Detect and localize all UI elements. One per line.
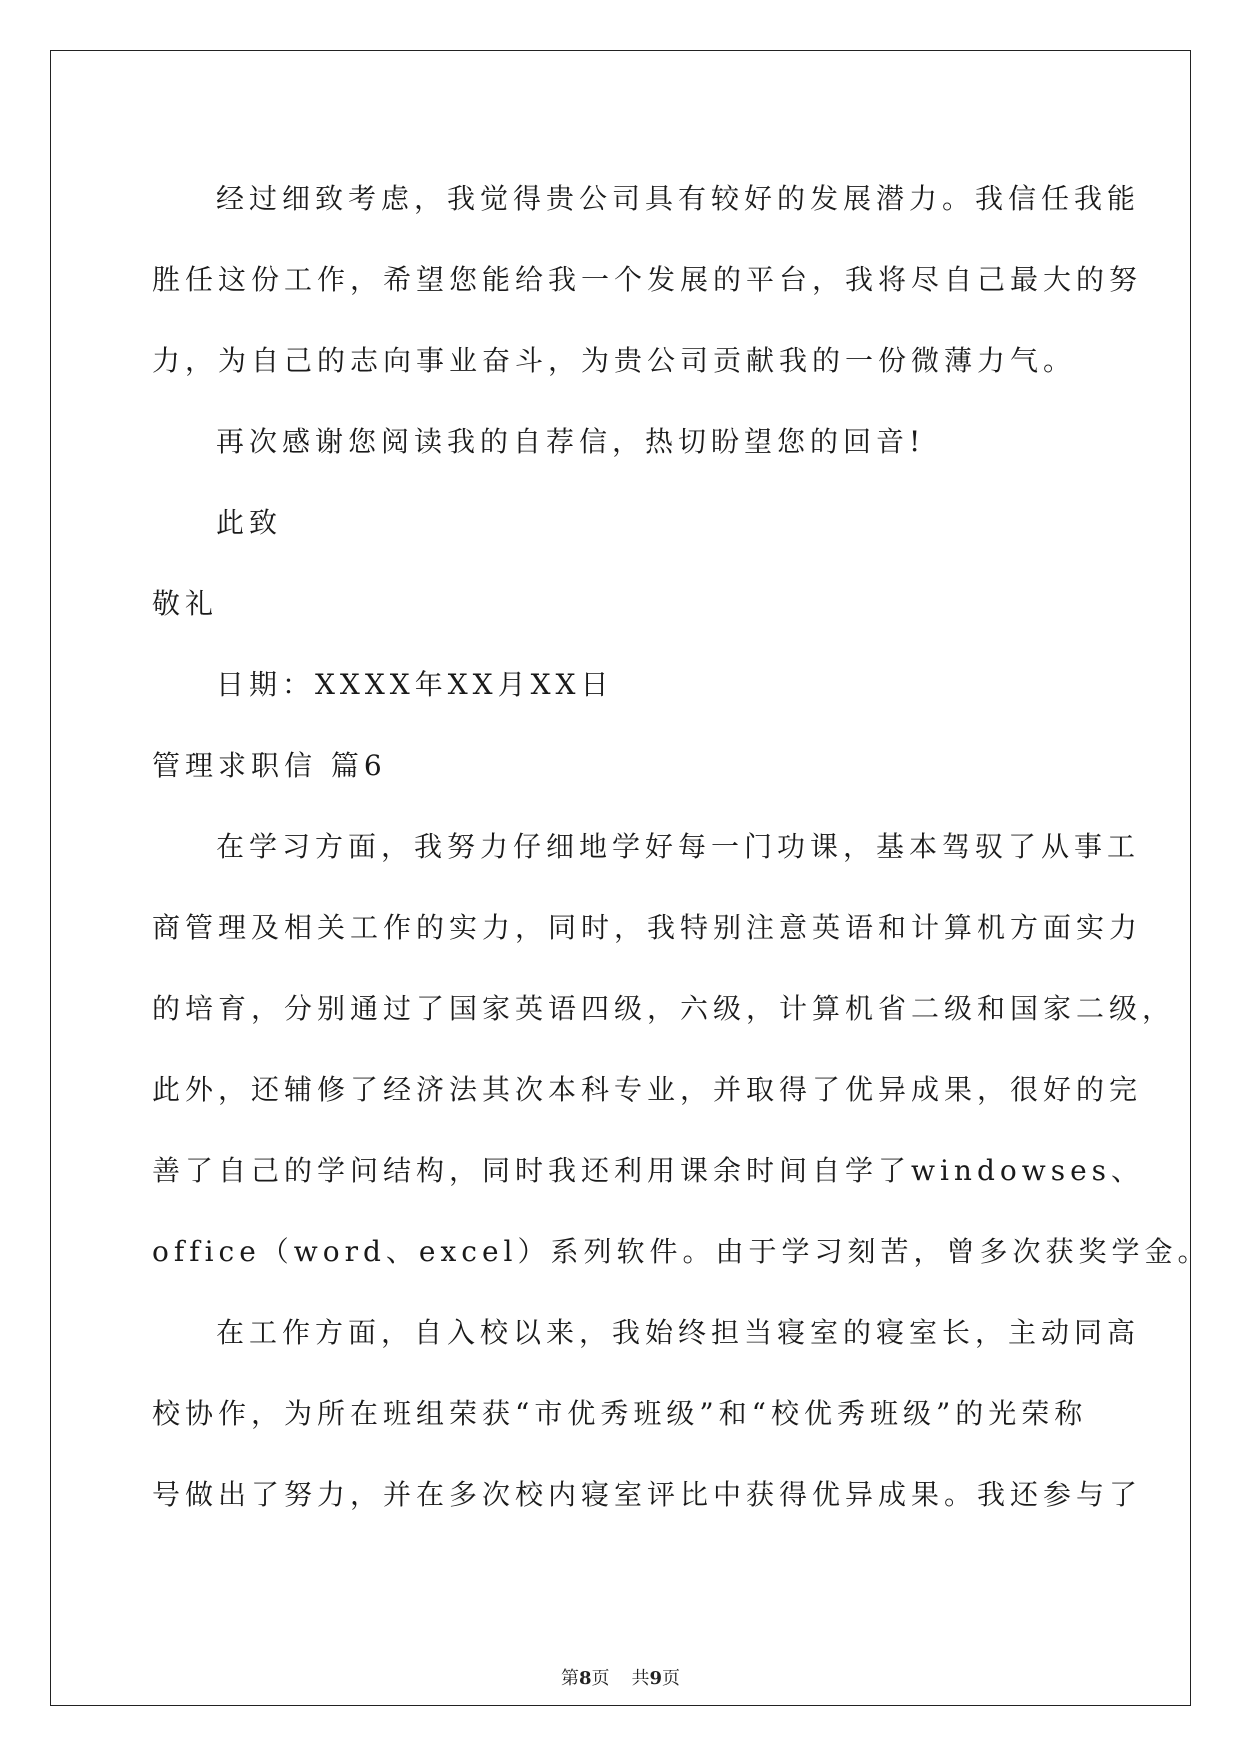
paragraph-line: 再次感谢您阅读我的自荐信，热切盼望您的回音! bbox=[216, 425, 926, 458]
section-heading: 管理求职信 篇6 bbox=[152, 749, 387, 782]
document-body bbox=[152, 158, 1211, 1535]
closing-line: 敬礼 bbox=[152, 587, 219, 620]
current-page-number: 8 bbox=[578, 1668, 592, 1689]
paragraph-line: 校协作，为所在班组荣获“市优秀班级”和“校优秀班级”的光荣称 bbox=[152, 1397, 1088, 1430]
footer-total-prefix: 共 bbox=[631, 1668, 650, 1689]
paragraph-line: 胜任这份工作，希望您能给我一个发展的平台，我将尽自己最大的努 bbox=[152, 263, 1143, 296]
paragraph-line: office（word、excel）系列软件。由于学习刻苦，曾多次获奖学金。 bbox=[152, 1235, 1211, 1268]
footer-prefix: 第 bbox=[560, 1668, 579, 1689]
paragraph-line: 此外，还辅修了经济法其次本科专业，并取得了优异成果，很好的完 bbox=[152, 1073, 1143, 1106]
total-pages-number: 9 bbox=[649, 1668, 663, 1689]
paragraph-line: 在工作方面，自入校以来，我始终担当寝室的寝室长，主动同高 bbox=[216, 1316, 1141, 1349]
date-line: 日期：XXXX年XX月XX日 bbox=[216, 668, 614, 701]
salutation-line: 此致 bbox=[216, 506, 283, 539]
paragraph-line: 力，为自己的志向事业奋斗，为贵公司贡献我的一份微薄力气。 bbox=[152, 344, 1077, 377]
paragraph-line: 善了自己的学问结构，同时我还利用课余时间自学了windowses、 bbox=[152, 1154, 1145, 1187]
paragraph-line: 商管理及相关工作的实力，同时，我特别注意英语和计算机方面实力 bbox=[152, 911, 1143, 944]
page-footer bbox=[0, 1667, 1241, 1691]
paragraph-line: 号做出了努力，并在多次校内寝室评比中获得优异成果。我还参与了 bbox=[152, 1478, 1143, 1511]
paragraph-line: 的培育，分别通过了国家英语四级，六级，计算机省二级和国家二级， bbox=[152, 992, 1176, 1025]
paragraph-line: 在学习方面，我努力仔细地学好每一门功课，基本驾驭了从事工 bbox=[216, 830, 1141, 863]
footer-page-suffix: 页 bbox=[591, 1668, 610, 1689]
footer-total-suffix: 页 bbox=[662, 1668, 681, 1689]
paragraph-line: 经过细致考虑，我觉得贵公司具有较好的发展潜力。我信任我能 bbox=[216, 182, 1141, 215]
